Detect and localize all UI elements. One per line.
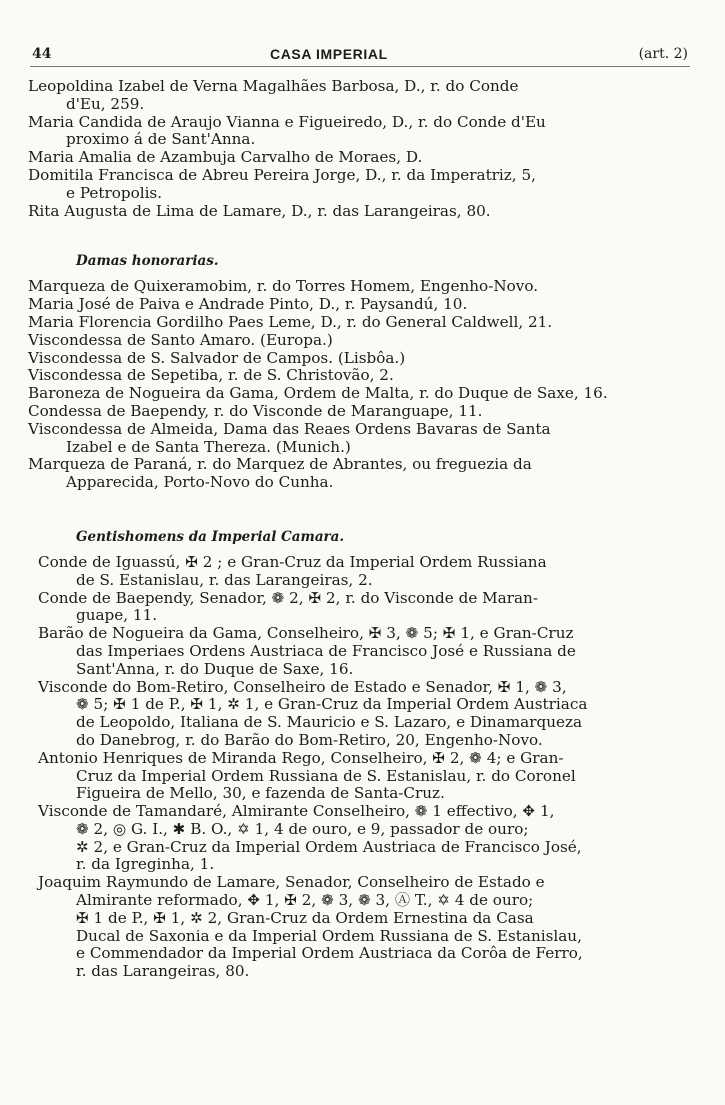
entry-line: Baroneza de Nogueira da Gama, Ordem de Malta, r. do Duque de Saxe, 16. bbox=[28, 384, 608, 403]
page-title: CASA IMPERIAL bbox=[270, 46, 388, 62]
list-entry bbox=[28, 874, 682, 981]
entry-line: Conde de Iguassú, ✠ 2 ; e Gran-Cruz da Imperial Ordem Russiana bbox=[38, 552, 547, 571]
entry-line: Figueira de Mello, 30, e fazenda de Santa-Cruz. bbox=[76, 784, 445, 803]
list-entry bbox=[28, 750, 682, 803]
entry-line: ❁ 5; ✠ 1 de P., ✠ 1, ✲ 1, e Gran-Cruz da Imperial Ordem Austriaca bbox=[76, 695, 588, 714]
entry-line: e Petropolis. bbox=[66, 183, 163, 202]
entry-line: Visconde do Bom-Retiro, Conselheiro de Estado e Senador, ✠ 1, ❁ 3, bbox=[38, 677, 567, 696]
list-entry bbox=[28, 278, 682, 296]
entry-line: Marqueza de Paraná, r. do Marquez de Abrantes, ou freguezia da bbox=[28, 455, 532, 474]
running-header bbox=[30, 44, 690, 67]
list-entry bbox=[28, 314, 682, 332]
list-entry bbox=[28, 456, 682, 492]
list-entry bbox=[28, 114, 682, 150]
entry-line: Maria Florencia Gordilho Paes Leme, D., r. do General Caldwell, 21. bbox=[28, 312, 553, 331]
entry-line: Leopoldina Izabel de Verna Magalhães Barbosa, D., r. do Conde bbox=[28, 77, 519, 95]
entry-line: das Imperiaes Ordens Austriaca de Francisco José e Russiana de bbox=[76, 641, 576, 660]
entry-line: ❁ 2, ◎ G. I., ✱ B. O., ✡ 1, 4 de ouro, e 9, passador de ouro; bbox=[76, 819, 529, 838]
list-entry bbox=[28, 590, 682, 626]
list-entry bbox=[28, 167, 682, 203]
entry-line: Maria Candida de Araujo Vianna e Figueiredo, D., r. do Conde d'Eu bbox=[28, 112, 546, 131]
list-entry bbox=[28, 350, 682, 368]
entry-line: de Leopoldo, Italiana de S. Mauricio e S. Lazaro, e Dinamarqueza bbox=[76, 713, 583, 732]
entry-line: r. das Larangeiras, 80. bbox=[76, 962, 250, 981]
entry-line: Antonio Henriques de Miranda Rego, Conselheiro, ✠ 2, ❁ 4; e Gran- bbox=[38, 748, 564, 767]
article-ref: (art. 2) bbox=[638, 46, 688, 62]
list-entry bbox=[28, 421, 682, 457]
entry-line: e Commendador da Imperial Ordem Austriaca da Corôa de Ferro, bbox=[76, 944, 583, 963]
entry-line: de S. Estanislau, r. das Larangeiras, 2. bbox=[76, 570, 373, 589]
entry-line: Izabel e de Santa Thereza. (Munich.) bbox=[66, 437, 351, 456]
list-entry bbox=[28, 403, 682, 421]
entry-line: Ducal de Saxonia e da Imperial Ordem Russiana de S. Estanislau, bbox=[76, 926, 582, 945]
entry-line: d'Eu, 259. bbox=[66, 94, 145, 113]
entry-line: Marqueza de Quixeramobim, r. do Torres Homem, Engenho-Novo. bbox=[28, 277, 539, 296]
entry-line: Cruz da Imperial Ordem Russiana de S. Estanislau, r. do Coronel bbox=[76, 766, 576, 785]
entry-line: Conde de Baependy, Senador, ❁ 2, ✠ 2, r. do Visconde de Maran- bbox=[38, 588, 538, 607]
list-entry bbox=[28, 679, 682, 750]
entry-line: Barão de Nogueira da Gama, Conselheiro, ✠ 3, ❁ 5; ✠ 1, e Gran-Cruz bbox=[38, 624, 574, 643]
entry-line: Sant'Anna, r. do Duque de Saxe, 16. bbox=[76, 659, 354, 678]
entry-line: Visconde de Tamandaré, Almirante Conselheiro, ❁ 1 effectivo, ✥ 1, bbox=[38, 802, 555, 821]
entry-line: Viscondessa de Sepetiba, r. de S. Christovão, 2. bbox=[28, 366, 394, 385]
list-entry bbox=[28, 625, 682, 678]
list-entry bbox=[28, 554, 682, 590]
entry-line: Viscondessa de Almeida, Dama das Reaes Ordens Bavaras de Santa bbox=[28, 419, 551, 438]
entry-line: ✲ 2, e Gran-Cruz da Imperial Ordem Austriaca de Francisco José, bbox=[76, 837, 582, 856]
entry-line: r. da Igreginha, 1. bbox=[76, 855, 215, 874]
entry-line: Viscondessa de S. Salvador de Campos. (Lisbôa.) bbox=[28, 348, 406, 367]
entry-line: Maria Amalia de Azambuja Carvalho de Moraes, D. bbox=[28, 148, 423, 167]
list-entry bbox=[28, 78, 682, 114]
list-entry bbox=[28, 296, 682, 314]
entry-line: Domitila Francisca de Abreu Pereira Jorge, D., r. da Imperatriz, 5, bbox=[28, 165, 536, 184]
entry-line: Joaquim Raymundo de Lamare, Senador, Conselheiro de Estado e bbox=[38, 873, 545, 892]
gentishomens-list bbox=[28, 554, 682, 981]
list-entry bbox=[28, 332, 682, 350]
damas-honorarias-list bbox=[28, 278, 682, 492]
list-entry bbox=[28, 385, 682, 403]
damas-list bbox=[28, 78, 682, 220]
page-number: 44 bbox=[32, 46, 52, 62]
entry-line: ✠ 1 de P., ✠ 1, ✲ 2, Gran-Cruz da Ordem Ernestina da Casa bbox=[76, 908, 534, 927]
page-content bbox=[28, 78, 682, 981]
entry-line: Apparecida, Porto-Novo do Cunha. bbox=[66, 473, 334, 492]
list-entry bbox=[28, 803, 682, 874]
entry-line: Viscondessa de Santo Amaro. (Europa.) bbox=[28, 330, 333, 349]
entry-line: Almirante reformado, ✥ 1, ✠ 2, ❁ 3, ❁ 3, Ⓐ T., ✡ 4 de ouro; bbox=[76, 891, 534, 910]
section-heading-gentishomens: Gentishomens da Imperial Camara. bbox=[76, 528, 345, 545]
list-entry bbox=[28, 203, 682, 221]
entry-line: Condessa de Baependy, r. do Visconde de Maranguape, 11. bbox=[28, 401, 483, 420]
list-entry bbox=[28, 149, 682, 167]
entry-line: do Danebrog, r. do Barão do Bom-Retiro, 20, Engenho-Novo. bbox=[76, 730, 543, 749]
entry-line: proximo á de Sant'Anna. bbox=[66, 130, 256, 149]
section-heading-damas-honorarias: Damas honorarias. bbox=[76, 253, 219, 270]
list-entry bbox=[28, 367, 682, 385]
entry-line: guape, 11. bbox=[76, 606, 158, 625]
entry-line: Maria José de Paiva e Andrade Pinto, D., r. Paysandú, 10. bbox=[28, 295, 468, 314]
entry-line: Rita Augusta de Lima de Lamare, D., r. das Larangeiras, 80. bbox=[28, 201, 491, 220]
